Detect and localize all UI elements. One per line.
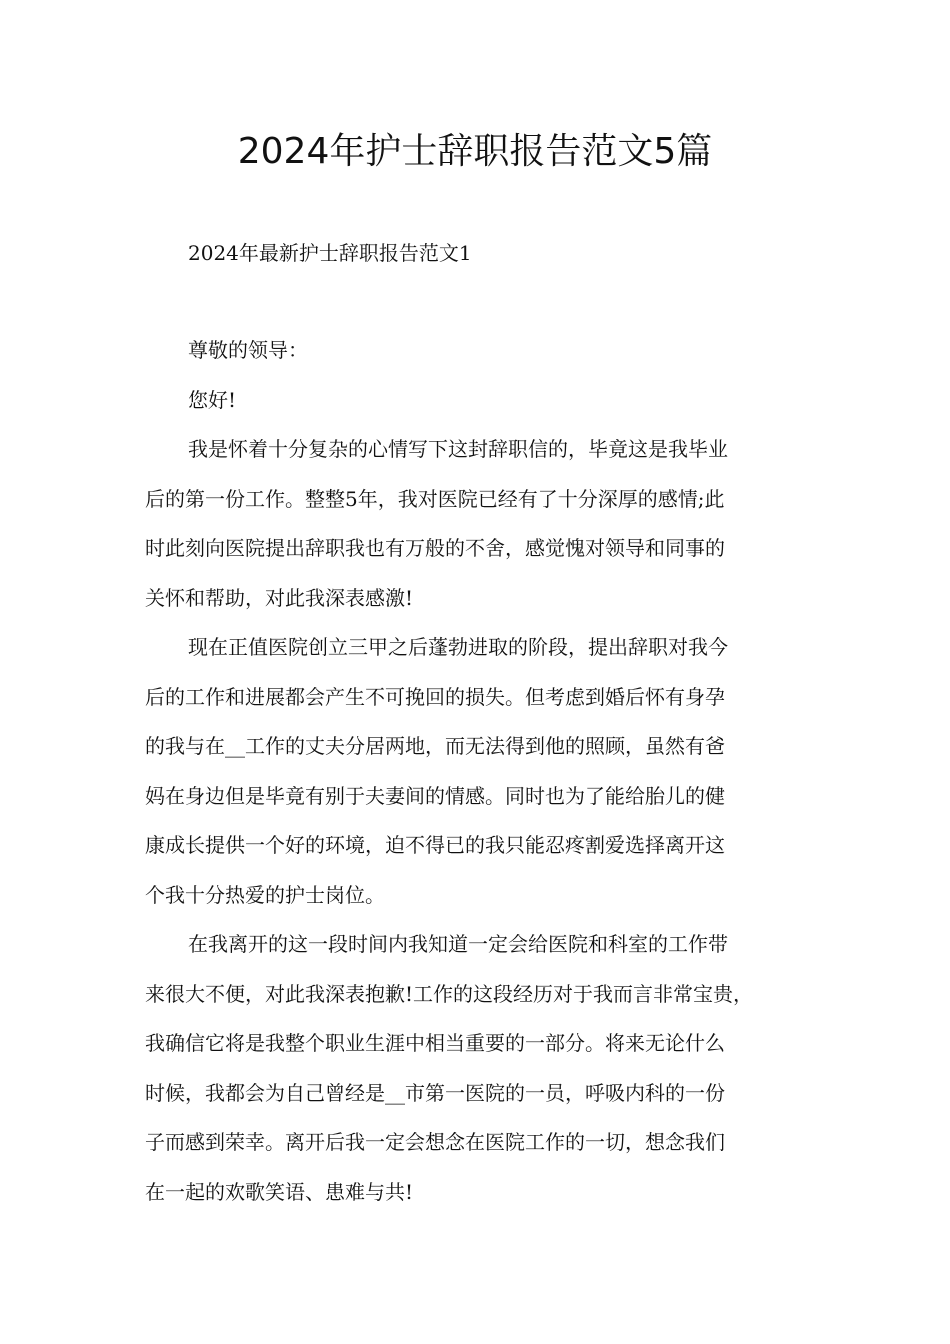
paragraph-line: 关怀和帮助，对此我深表感激! <box>145 585 414 610</box>
paragraph-line: 后的第一份工作。整整5年，我对医院已经有了十分深厚的感情;此 <box>145 486 725 511</box>
paragraph-line: 我是怀着十分复杂的心情写下这封辞职信的，毕竟这是我毕业 <box>188 437 728 461</box>
body-paragraph-3 <box>145 920 815 1217</box>
paragraph-line: 妈在身边但是毕竟有别于夫妻间的情感。同时也为了能给胎儿的健 <box>145 783 725 808</box>
paragraph-line: 现在正值医院创立三甲之后蓬勃进取的阶段，提出辞职对我今 <box>188 635 728 659</box>
paragraph-line: 的我与在__工作的丈夫分居两地，而无法得到他的照顾，虽然有爸 <box>145 734 725 758</box>
paragraph-line: 康成长提供一个好的环境，迫不得已的我只能忍疼割爱选择离开这 <box>145 833 725 857</box>
paragraph-line: 子而感到荣幸。离开后我一定会想念在医院工作的一切，想念我们 <box>145 1130 725 1154</box>
document-subtitle: 2024年最新护士辞职报告范文1 <box>188 241 472 265</box>
paragraph-line: 来很大不便，对此我深表抱歉!工作的这段经历对于我而言非常宝贵， <box>145 981 754 1006</box>
paragraph-line: 时候，我都会为自己曾经是__市第一医院的一员，呼吸内科的一份 <box>145 1080 725 1105</box>
paragraph-line: 后的工作和进展都会产生不可挽回的损失。但考虑到婚后怀有身孕 <box>145 684 725 709</box>
paragraph-line: 时此刻向医院提出辞职我也有万般的不舍，感觉愧对领导和同事的 <box>145 536 725 560</box>
paragraph-line: 在一起的欢歌笑语、患难与共! <box>145 1179 414 1204</box>
greeting: 您好! <box>188 388 237 412</box>
body-paragraph-1 <box>145 425 815 623</box>
document-title: 2024年护士辞职报告范文5篇 <box>237 131 713 172</box>
paragraph-line: 个我十分热爱的护士岗位。 <box>145 882 385 907</box>
body-paragraph-2 <box>145 623 815 920</box>
salutation: 尊敬的领导： <box>188 338 308 362</box>
paragraph-line: 我确信它将是我整个职业生涯中相当重要的一部分。将来无论什么 <box>145 1031 725 1055</box>
paragraph-line: 在我离开的这一段时间内我知道一定会给医院和科室的工作带 <box>188 932 728 956</box>
